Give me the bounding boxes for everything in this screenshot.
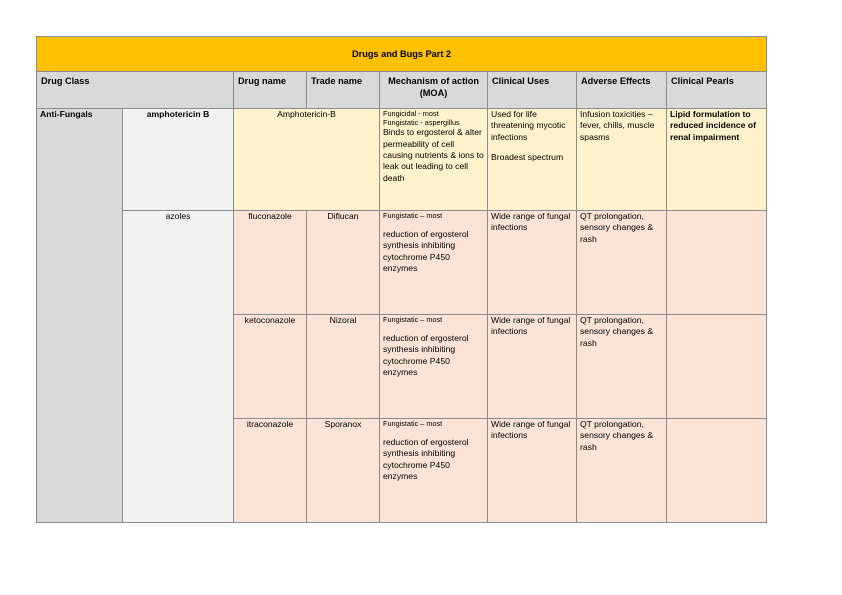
moa-cell — [380, 211, 488, 315]
pearl-cell — [667, 315, 767, 419]
moa-cell — [380, 109, 488, 211]
moa-text: reduction of ergosterol synthesis inhibiting cytochrome P450 enzymes — [383, 437, 469, 482]
adverse-cell: QT prolongation, sensory changes & rash — [577, 315, 667, 419]
header-row — [37, 72, 767, 109]
trade-name-cell: Nizoral — [307, 315, 380, 419]
header-drug-name: Drug name — [234, 72, 307, 109]
table-row — [37, 211, 767, 315]
header-clinical-pearls: Clinical Pearls — [667, 72, 767, 109]
pearl-cell — [667, 211, 767, 315]
moa-note: Fungistatic – most — [383, 315, 443, 324]
drug-name-cell: itraconazole — [234, 419, 307, 523]
uses-cell: Wide range of fungal infections — [488, 211, 577, 315]
moa-cell — [380, 419, 488, 523]
moa-note: Fungicidal - most — [383, 109, 439, 118]
table-row — [37, 109, 767, 211]
adverse-cell: QT prolongation, sensory changes & rash — [577, 419, 667, 523]
drug-name-cell: fluconazole — [234, 211, 307, 315]
header-moa: Mechanism of action (MOA) — [380, 72, 488, 109]
uses-text: Broadest spectrum — [491, 152, 564, 163]
uses-cell — [488, 109, 577, 211]
drugs-table — [36, 36, 767, 523]
pearl-cell — [667, 419, 767, 523]
adverse-cell: QT prolongation, sensory changes & rash — [577, 211, 667, 315]
trade-name-cell: Diflucan — [307, 211, 380, 315]
drug-name-cell: Amphotericin-B — [234, 109, 380, 211]
moa-text: Binds to ergosterol & alter permeability of cell causing nutrients & ions to leak out leading to cell death — [383, 127, 484, 183]
title-row — [37, 37, 767, 72]
uses-cell: Wide range of fungal infections — [488, 419, 577, 523]
header-drug-class: Drug Class — [37, 72, 234, 109]
moa-cell — [380, 315, 488, 419]
uses-cell: Wide range of fungal infections — [488, 315, 577, 419]
subclass-azoles: azoles — [123, 211, 234, 523]
moa-note: Fungistatic – most — [383, 419, 443, 428]
header-trade-name: Trade name — [307, 72, 380, 109]
table-title: Drugs and Bugs Part 2 — [37, 37, 767, 72]
adverse-cell: Infusion toxicities – fever, chills, muscle spasms — [577, 109, 667, 211]
trade-name-cell: Sporanox — [307, 419, 380, 523]
moa-note: Fungistatic – most — [383, 211, 443, 220]
uses-text: Used for life threatening mycotic infections — [491, 109, 566, 142]
moa-text: reduction of ergosterol synthesis inhibiting cytochrome P450 enzymes — [383, 333, 469, 378]
moa-note: Fungistatic - aspergillus — [383, 118, 460, 128]
header-clinical-uses: Clinical Uses — [488, 72, 577, 109]
subclass-amphotericin: amphotericin B — [123, 109, 234, 211]
header-adverse-effects: Adverse Effects — [577, 72, 667, 109]
category-cell: Anti-Fungals — [37, 109, 123, 523]
pearl-cell: Lipid formulation to reduced incidence of renal impairment — [667, 109, 767, 211]
drug-name-cell: ketoconazole — [234, 315, 307, 419]
moa-text: reduction of ergosterol synthesis inhibiting cytochrome P450 enzymes — [383, 229, 469, 274]
